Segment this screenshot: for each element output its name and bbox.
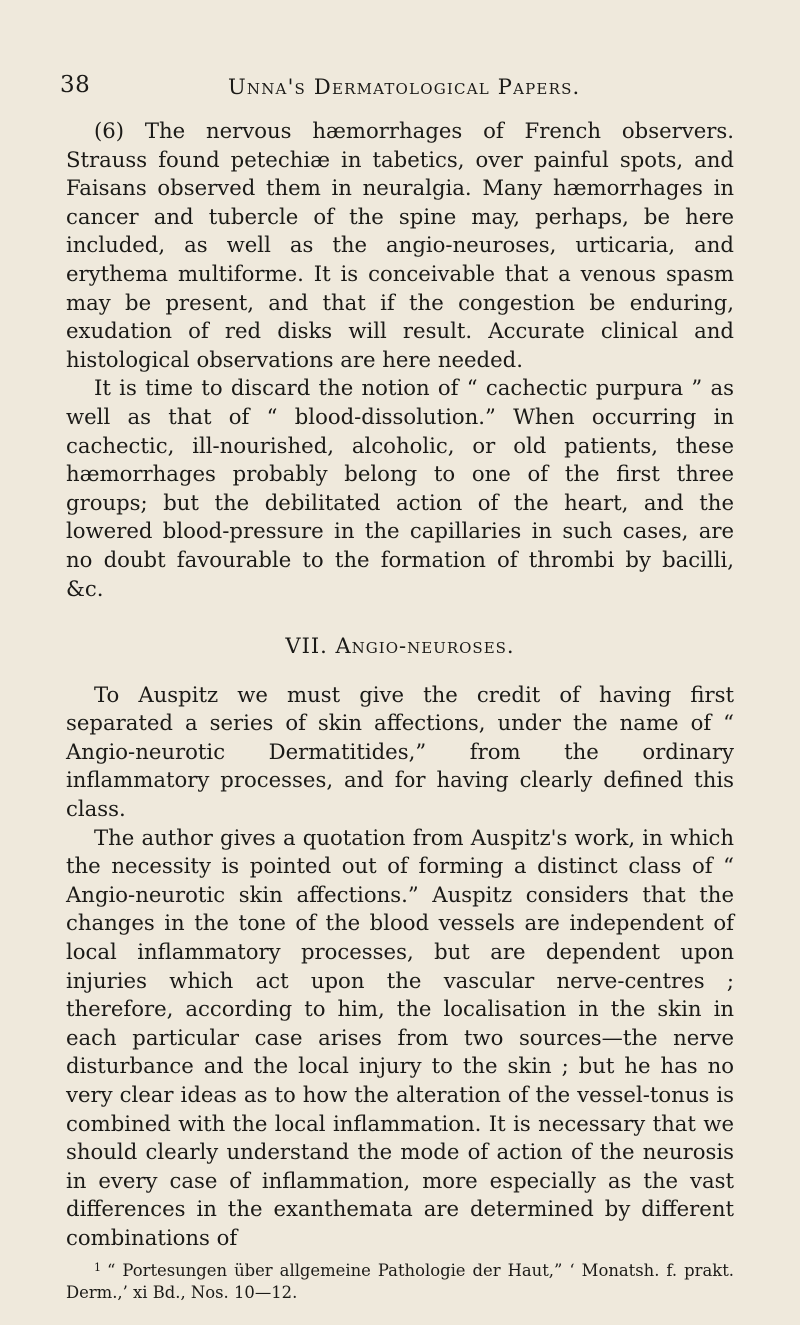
paragraph-cachectic-purpura: It is time to discard the notion of “ cachectic purpura ” as well as that of “ blood-dissolution.” When occurring in cachectic, ill-nourished, alcoholic, or old patients, these hæmorrhages probably belong to one of the first three groups; but the debilitated action of the heart, and the lowered blood-pressure in the capillaries in such cases, are no doubt favourable to the formation of thrombi by bacilli, &c. (66, 375, 734, 601)
paragraph-auspitz-credit: To Auspitz we must give the credit of having first separated a series of skin affections, under the name of “ Angio-neurotic Dermatitides,” from the ordinary inflammatory processes, and for having clearly defined this class. (66, 681, 734, 822)
paragraph-auspitz-quotation: The author gives a quotation from Auspitz's work, in which the necessity is pointed out of forming a distinct class of “ Angio-neurotic skin affections.” Auspitz considers that the changes in the tone of the blood vessels are independent of local inflammatory processes, but are dependent upon injuries which act upon the vascular nerve-centres ; therefore, according to him, the localisation in the skin in each particular case arises from two sources—the nerve disturbance and the local injury to the skin ; but he has no very clear ideas as to how the alteration of the vessel-tonus is combined with the local inflammation. It is necessary that we should clearly understand the mode of action of the neurosis in every case of inflammation, more especially as the vast differences in the exanthemata are determined by different combinations of (66, 824, 734, 1250)
page-number: 38 (60, 72, 91, 98)
footnote-text: “ Portesungen über allgemeine Pathologie der Haut,” ‘ Monatsh. f. prakt. Derm.,’ xi Bd., Nos. 10—12. (66, 1261, 734, 1302)
footnote (66, 1257, 734, 1304)
body-text (66, 117, 734, 1253)
running-title: Unna's Dermatological Papers. (228, 75, 581, 99)
footnote-marker: 1 (94, 1261, 101, 1274)
paragraph-nervous-haemorrhages: (6) The nervous hæmorrhages of French observers. Strauss found petechiæ in tabetics, over painful spots, and Faisans observed them in neuralgia. Many hæmorrhages in cancer and tubercle of the spine may, perhaps, be here included, as well as the angio-neuroses, urticaria, and erythema multiforme. It is conceivable that a venous spasm may be present, and that if the congestion be enduring, exudation of red disks will result. Accurate clinical and histological observations are here needed. (66, 118, 734, 372)
section-heading: VII. Angio-neuroses. (285, 634, 515, 659)
